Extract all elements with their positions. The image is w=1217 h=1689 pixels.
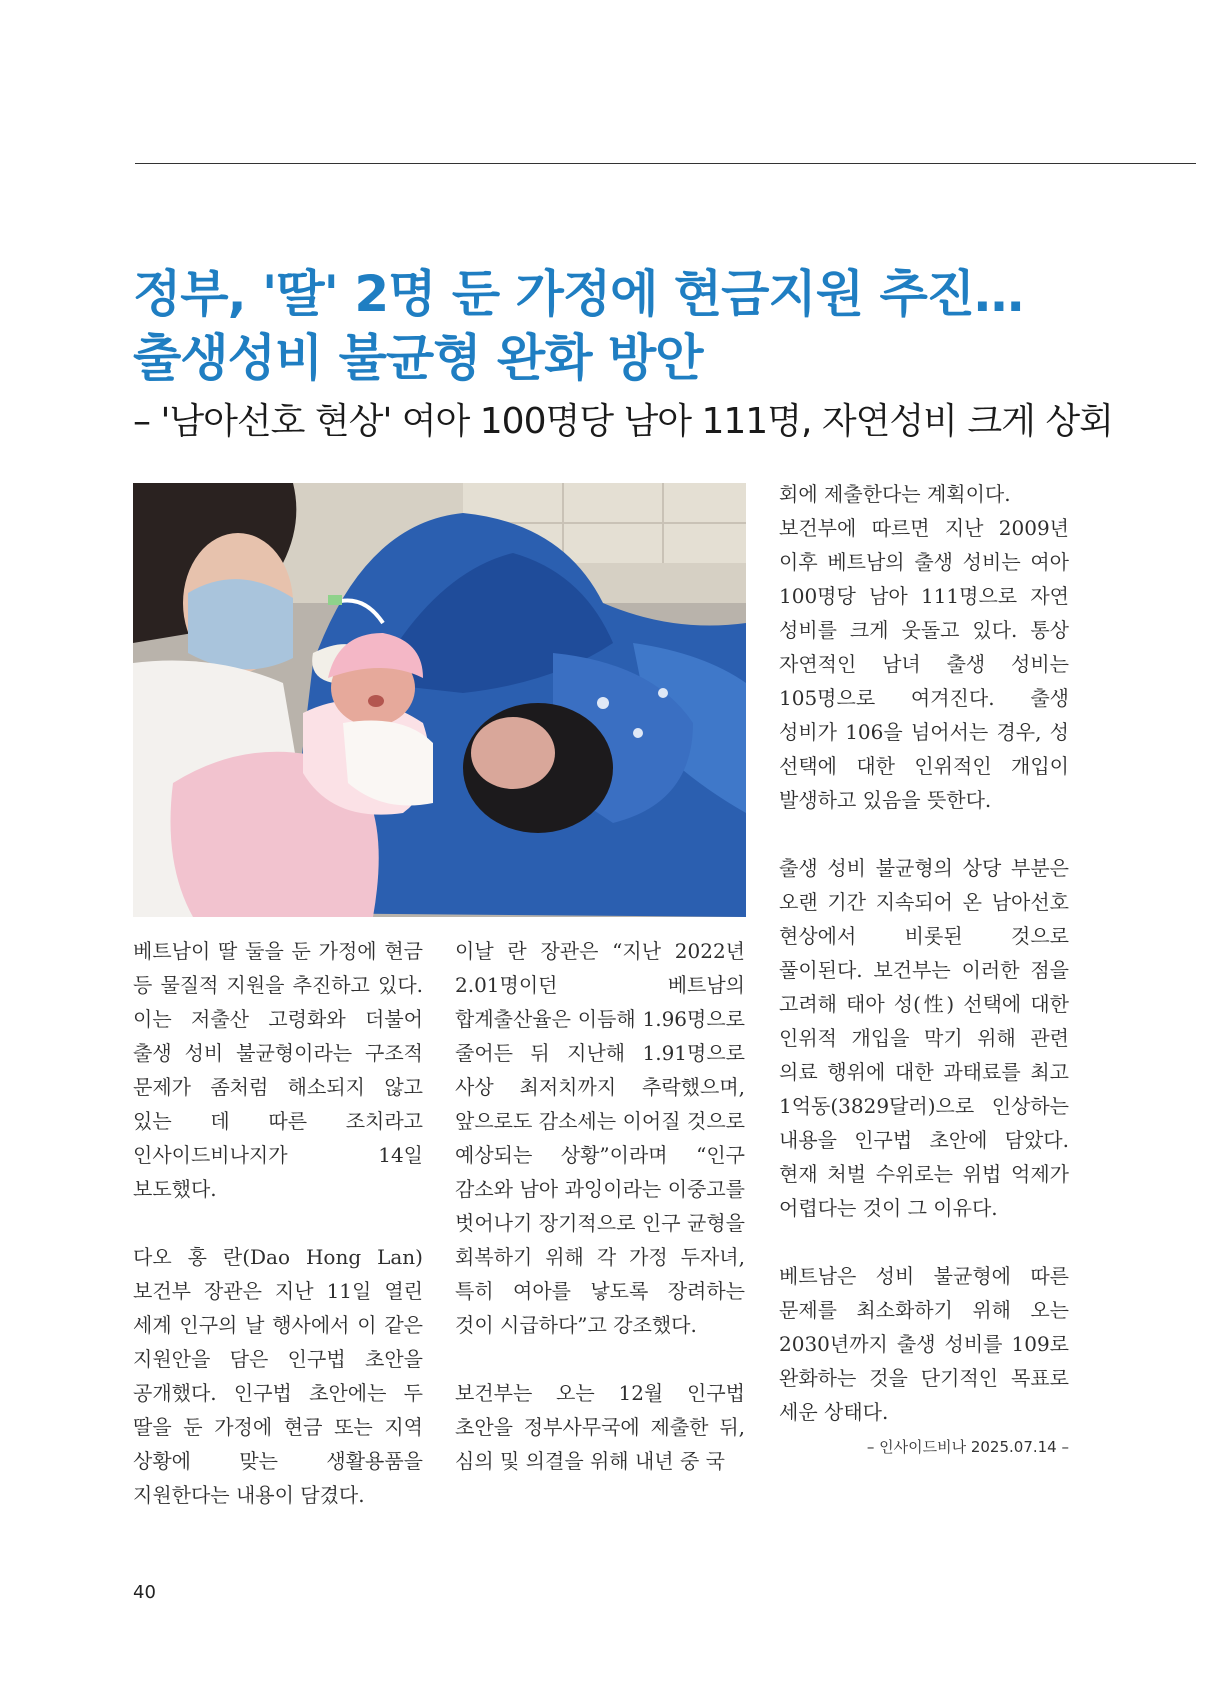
article-photo [133,483,746,917]
paragraph: 베트남이 딸 둘을 둔 가정에 현금 등 물질적 지원을 추진하고 있다. 이는 저출산 고령화와 더불어 출생 성비 불균형이라는 구조적 문제가 좀처럼 해소되지 않고 있는 데 따른 조치라고 인사이드비나지가 14일 보도했다. [133,939,423,1201]
paragraph: 이날 란 장관은 “지난 2022년 2.01명이던 베트남의 합계출산율은 이듬해 1.96명으로 줄어든 뒤 지난해 1.91명으로 사상 최저치까지 추락했으며, 앞으로도 감소세는 이어질 것으로 예상되는 상황”이라며 “인구 감소와 남아 과잉이라는 이중고를 벗어나기 장기적으로 인구 균형을 회복하기 위해 각 가정 두자녀, 특히 여아를 낳도록 장려하는 것이 시급하다”고 강조했다. [455,939,745,1337]
paragraph: 보건부에 따르면 지난 2009년 이후 베트남의 출생 성비는 여아 100명당 남아 111명으로 자연 성비를 크게 웃돌고 있다. 통상 자연적인 남녀 출생 성비는 105명으로 여겨진다. 출생 성비가 106을 넘어서는 경우, 성 선택에 대한 인위적인 개입이 발생하고 있음을 뜻한다. [779,516,1069,812]
header-rule [135,163,1196,164]
article-source: – 인사이드비나 2025.07.14 – [866,1438,1069,1456]
paragraph: 베트남은 성비 불균형에 따른 문제를 최소화하기 위해 오는 2030년까지 출생 성비를 109로 완화하는 것을 단기적인 목표로 세운 상태다. [779,1264,1069,1424]
page-number: 40 [133,1582,156,1603]
newborn-hospital-photo-icon [133,483,746,917]
paragraph: 다오 홍 란(Dao Hong Lan) 보건부 장관은 지난 11일 열린 세계 인구의 날 행사에서 이 같은 지원안을 담은 인구법 초안을 공개했다. 인구법 초안에는 두 딸을 둔 가정에 현금 또는 지역 상황에 맞는 생활용품을 지원한다는 내용이 담겼다. [133,1245,423,1507]
text-column-2 [455,934,745,1478]
paragraph: 보건부는 오는 12월 인구법 초안을 정부사무국에 제출한 뒤, 심의 및 의결을 위해 내년 중 국 [455,1381,745,1473]
paragraph: 회에 제출한다는 계획이다. [779,482,1011,506]
text-column-1 [133,934,423,1512]
article-subtitle: – '남아선호 현상' 여아 100명당 남아 111명, 자연성비 크게 상회 [133,401,1113,442]
text-column-3 [779,477,1069,1429]
title-line-1: 정부, '딸' 2명 둔 가정에 현금지원 추진… [133,265,1024,323]
title-line-2: 출생성비 불균형 완화 방안 [133,329,703,387]
paragraph: 출생 성비 불균형의 상당 부분은 오랜 기간 지속되어 온 남아선호 현상에서 비롯된 것으로 풀이된다. 보건부는 이러한 점을 고려해 태아 성(性) 선택에 대한 인위적 개입을 막기 위해 관련 의료 행위에 대한 과태료를 최고 1억동(3829달러)으로 인상하는 내용을 인구법 초안에 담았다. 현재 처벌 수위로는 위법 억제가 어렵다는 것이 그 이유다. [779,856,1069,1220]
article-title [133,262,1133,390]
